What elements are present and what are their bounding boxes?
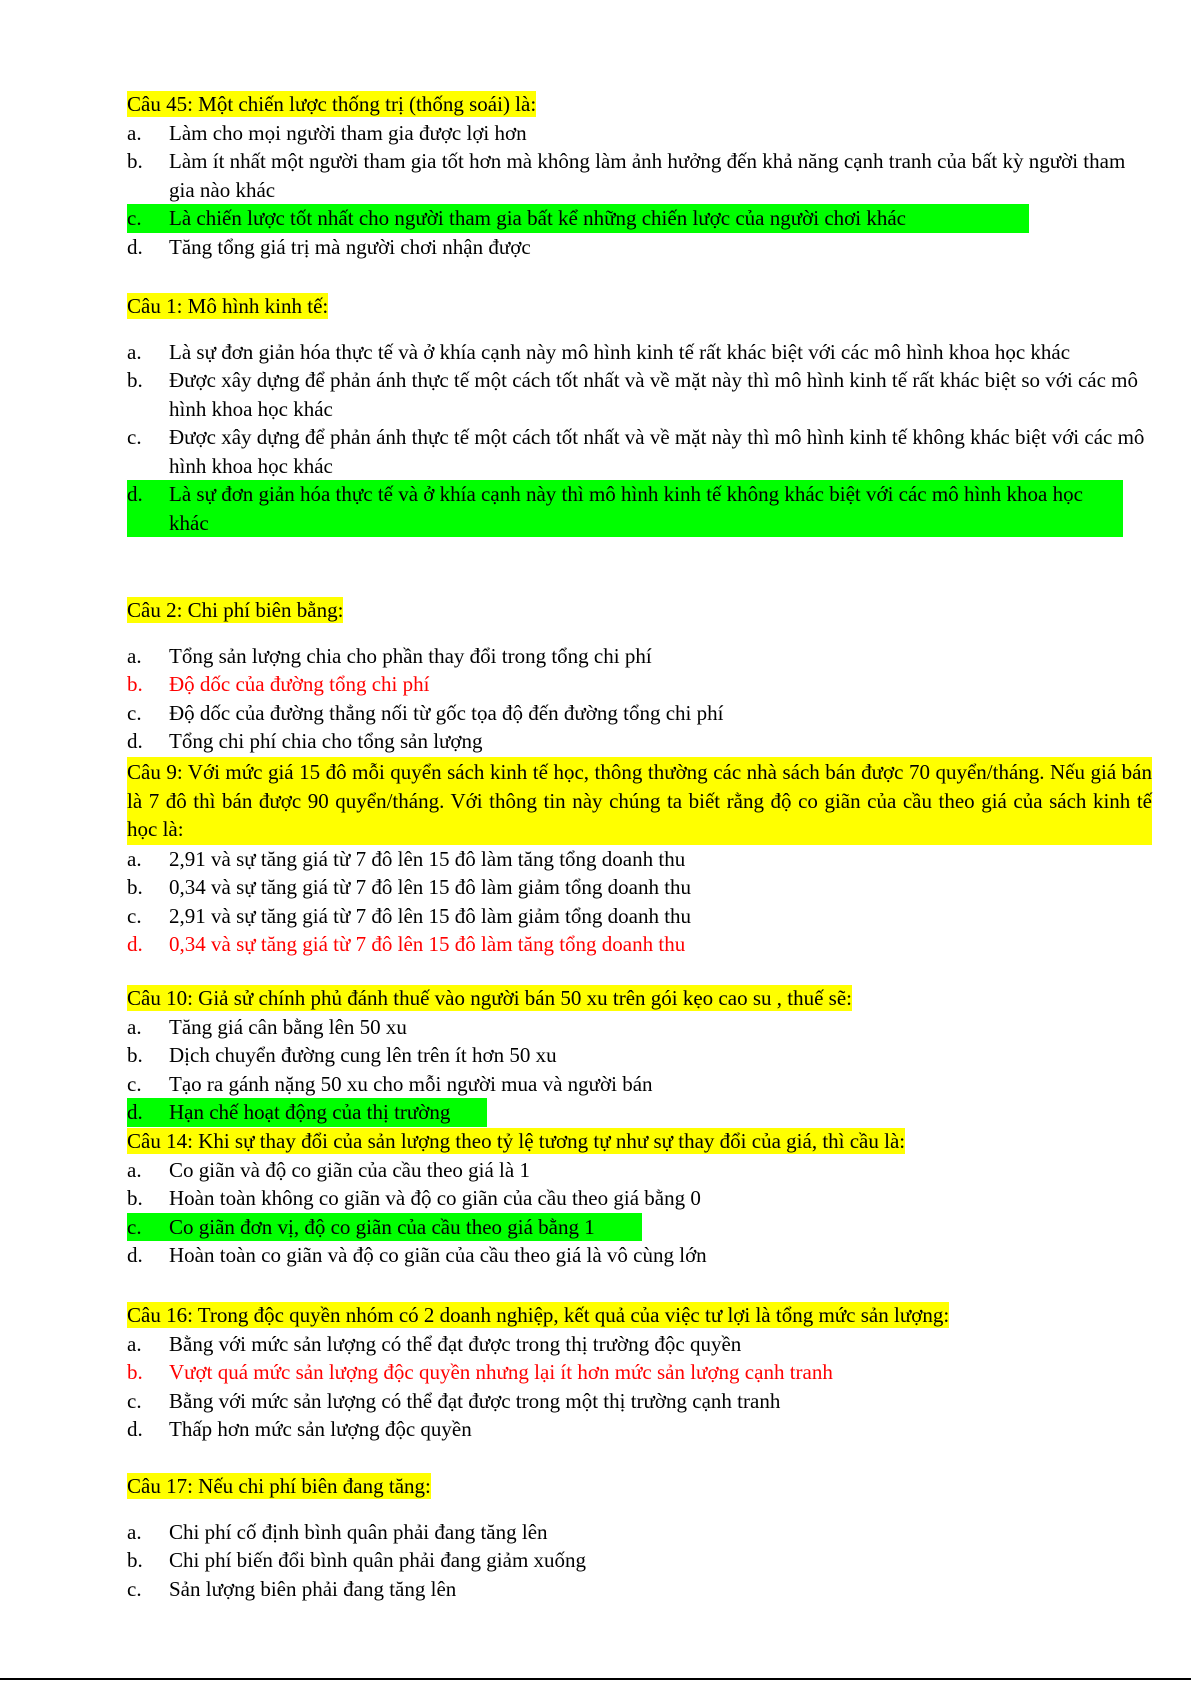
option-letter: b.: [127, 149, 143, 173]
option-text: Bằng với mức sản lượng có thể đạt được trong thị trường độc quyền: [169, 1331, 742, 1356]
options-list: [127, 845, 1152, 959]
option-letter: c.: [127, 1388, 142, 1413]
option-text: Độ dốc của đường thẳng nối từ gốc tọa độ đến đường tổng chi phí: [169, 700, 724, 725]
options-list: [127, 1518, 1152, 1604]
option-letter: d.: [127, 1417, 143, 1441]
option-b-correct: [127, 670, 1152, 699]
question-9: [127, 757, 1152, 959]
option-text: Là sự đơn giản hóa thực tế và ở khía cạnh này mô hình kinh tế rất khác biệt với các mô hình khoa học khác: [169, 339, 1071, 364]
option-a: [127, 1330, 1152, 1359]
option-b: [127, 1041, 1152, 1070]
option-text: 0,34 và sự tăng giá từ 7 đô lên 15 đô làm giảm tổng doanh thu: [169, 875, 692, 899]
option-d: [127, 233, 1152, 262]
option-letter: d.: [127, 1243, 143, 1267]
option-d: [127, 1241, 1152, 1270]
option-letter: c.: [127, 700, 142, 725]
option-a: [127, 1013, 1152, 1042]
option-b: [127, 873, 1152, 902]
option-c: [127, 902, 1152, 931]
option-b: [127, 366, 1152, 423]
option-text: Làm ít nhất một người tham gia tốt hơn mà không làm ảnh hưởng đến khả năng cạnh tranh của bất kỳ người tham gia nào khác: [169, 149, 1126, 202]
option-text: Làm cho mọi người tham gia được lợi hơn: [169, 120, 527, 145]
option-text: 0,34 và sự tăng giá từ 7 đô lên 15 đô làm tăng tổng doanh thu: [169, 932, 686, 956]
question-45: [127, 90, 1152, 261]
option-a: [127, 119, 1152, 148]
question-17: [127, 1472, 1152, 1603]
question-text: Câu 14: Khi sự thay đổi của sản lượng theo tỷ lệ tương tự như sự thay đổi của giá, thì cầu là:: [127, 1129, 906, 1153]
option-d-correct: [127, 1098, 1152, 1127]
option-letter: d.: [127, 932, 143, 956]
question-text: Câu 10: Giả sử chính phủ đánh thuế vào người bán 50 xu trên gói kẹo cao su , thuế sẽ:: [127, 986, 852, 1010]
option-text: Hoàn toàn co giãn và độ co giãn của cầu theo giá là vô cùng lớn: [169, 1243, 707, 1267]
option-a: [127, 1156, 1152, 1185]
question-14: [127, 1127, 1152, 1270]
option-text: Co giãn và độ co giãn của cầu theo giá là 1: [169, 1157, 530, 1182]
option-text: Bằng với mức sản lượng có thể đạt được trong một thị trường cạnh tranh: [169, 1388, 781, 1413]
option-letter: c.: [127, 1576, 142, 1601]
option-b: [127, 147, 1152, 204]
options-list: [127, 1013, 1152, 1127]
option-text: Được xây dựng để phản ánh thực tế một cách tốt nhất và về mặt này thì mô hình kinh tế không khác biệt với các mô hình khoa học khác: [169, 425, 1145, 478]
option-d-correct: [127, 930, 1152, 959]
question-16: [127, 1301, 1152, 1444]
question-text: Câu 17: Nếu chi phí biên đang tăng:: [127, 1474, 431, 1498]
option-letter: a.: [127, 643, 142, 668]
option-text: 2,91 và sự tăng giá từ 7 đô lên 15 đô làm tăng tổng doanh thu: [169, 846, 686, 871]
option-letter: a.: [127, 120, 142, 145]
option-letter: c.: [127, 206, 142, 230]
option-text: Là chiến lược tốt nhất cho người tham gia bất kể những chiến lược của người chơi khác: [169, 206, 906, 230]
option-letter: a.: [127, 1157, 142, 1182]
option-d: [127, 727, 1152, 756]
option-text: Hạn chế hoạt động của thị trường: [169, 1100, 451, 1124]
option-text: 2,91 và sự tăng giá từ 7 đô lên 15 đô làm giảm tổng doanh thu: [169, 903, 692, 928]
question-text: Câu 45: Một chiến lược thống trị (thống soái) là:: [127, 92, 537, 116]
option-b: [127, 1546, 1152, 1575]
option-letter: a.: [127, 1331, 142, 1356]
option-a: [127, 1518, 1152, 1547]
question-10: [127, 984, 1152, 1127]
option-c: [127, 1070, 1152, 1099]
options-list: [127, 1330, 1152, 1444]
option-letter: a.: [127, 846, 142, 871]
option-text: Hoàn toàn không co giãn và độ co giãn của cầu theo giá bằng 0: [169, 1186, 701, 1210]
question-2: [127, 596, 1152, 756]
option-letter: d.: [127, 1100, 143, 1124]
option-letter: c.: [127, 1214, 142, 1239]
option-text: Tạo ra gánh nặng 50 xu cho mỗi người mua và người bán: [169, 1071, 653, 1096]
option-text: Tổng chi phí chia cho tổng sản lượng: [169, 729, 483, 753]
option-letter: c.: [127, 425, 142, 449]
options-list: [127, 1156, 1152, 1270]
option-letter: a.: [127, 339, 142, 364]
option-text: Độ dốc của đường tổng chi phí: [169, 672, 430, 696]
page-bottom-rule: [0, 1678, 1191, 1680]
option-text: Chi phí biến đổi bình quân phải đang giảm xuống: [169, 1548, 587, 1572]
question-text: Câu 9: Với mức giá 15 đô mỗi quyển sách kinh tế học, thông thường các nhà sách bán được 70 quyển/tháng. Nếu giá bán là 7 đô thì bán được 90 quyển/tháng. Với thông tin này chúng ta biết rằng độ co giãn của cầu theo giá của sách kinh tế học là:: [127, 757, 1152, 845]
option-letter: b.: [127, 1548, 143, 1572]
option-letter: b.: [127, 875, 143, 899]
question-text: Câu 16: Trong độc quyền nhóm có 2 doanh nghiệp, kết quả của việc tư lợi là tổng mức sản lượng:: [127, 1303, 950, 1327]
option-d-correct: [127, 480, 1123, 537]
option-text: Thấp hơn mức sản lượng độc quyền: [169, 1417, 472, 1441]
option-text: Là sự đơn giản hóa thực tế và ở khía cạnh này thì mô hình kinh tế không khác biệt với các mô hình khoa học khác: [169, 482, 1083, 535]
option-d: [127, 1415, 1152, 1444]
option-text: Sản lượng biên phải đang tăng lên: [169, 1576, 457, 1601]
option-letter: b.: [127, 1186, 143, 1210]
option-b: [127, 1184, 1152, 1213]
option-letter: a.: [127, 1519, 142, 1544]
question-text: Câu 1: Mô hình kinh tế:: [127, 294, 329, 318]
option-text: Tăng tổng giá trị mà người chơi nhận được: [169, 234, 531, 259]
option-c: [127, 423, 1152, 480]
option-text: Tổng sản lượng chia cho phần thay đổi trong tổng chi phí: [169, 643, 652, 668]
question-text: Câu 2: Chi phí biên bằng:: [127, 598, 344, 622]
option-text: Chi phí cố định bình quân phải đang tăng lên: [169, 1519, 548, 1544]
option-a: [127, 642, 1152, 671]
option-letter: b.: [127, 1043, 143, 1067]
option-c: [127, 1575, 1152, 1604]
question-1: [127, 292, 1152, 537]
option-c-correct: [127, 204, 1152, 233]
option-c: [127, 699, 1152, 728]
option-letter: d.: [127, 729, 143, 753]
option-text: Được xây dựng để phản ánh thực tế một cách tốt nhất và về mặt này thì mô hình kinh tế rất khác biệt so với các mô hình khoa học khác: [169, 368, 1139, 421]
option-letter: d.: [127, 234, 143, 259]
option-letter: a.: [127, 1014, 142, 1039]
options-list: [127, 642, 1152, 756]
option-text: Co giãn đơn vị, độ co giãn của cầu theo giá bằng 1: [169, 1214, 595, 1239]
option-letter: c.: [127, 1071, 142, 1096]
option-letter: c.: [127, 903, 142, 928]
option-b-correct: [127, 1358, 1152, 1387]
option-letter: b.: [127, 672, 143, 696]
option-c: [127, 1387, 1152, 1416]
option-c-correct: [127, 1213, 1152, 1242]
option-text: Vượt quá mức sản lượng độc quyền nhưng lại ít hơn mức sản lượng cạnh tranh: [169, 1360, 833, 1384]
option-letter: d.: [127, 482, 143, 506]
option-text: Tăng giá cân bằng lên 50 xu: [169, 1014, 407, 1039]
options-list: [127, 119, 1152, 262]
option-a: [127, 338, 1152, 367]
option-letter: b.: [127, 368, 143, 392]
option-text: Dịch chuyển đường cung lên trên ít hơn 50 xu: [169, 1043, 557, 1067]
option-letter: b.: [127, 1360, 143, 1384]
options-list: [127, 338, 1152, 538]
option-a: [127, 845, 1152, 874]
